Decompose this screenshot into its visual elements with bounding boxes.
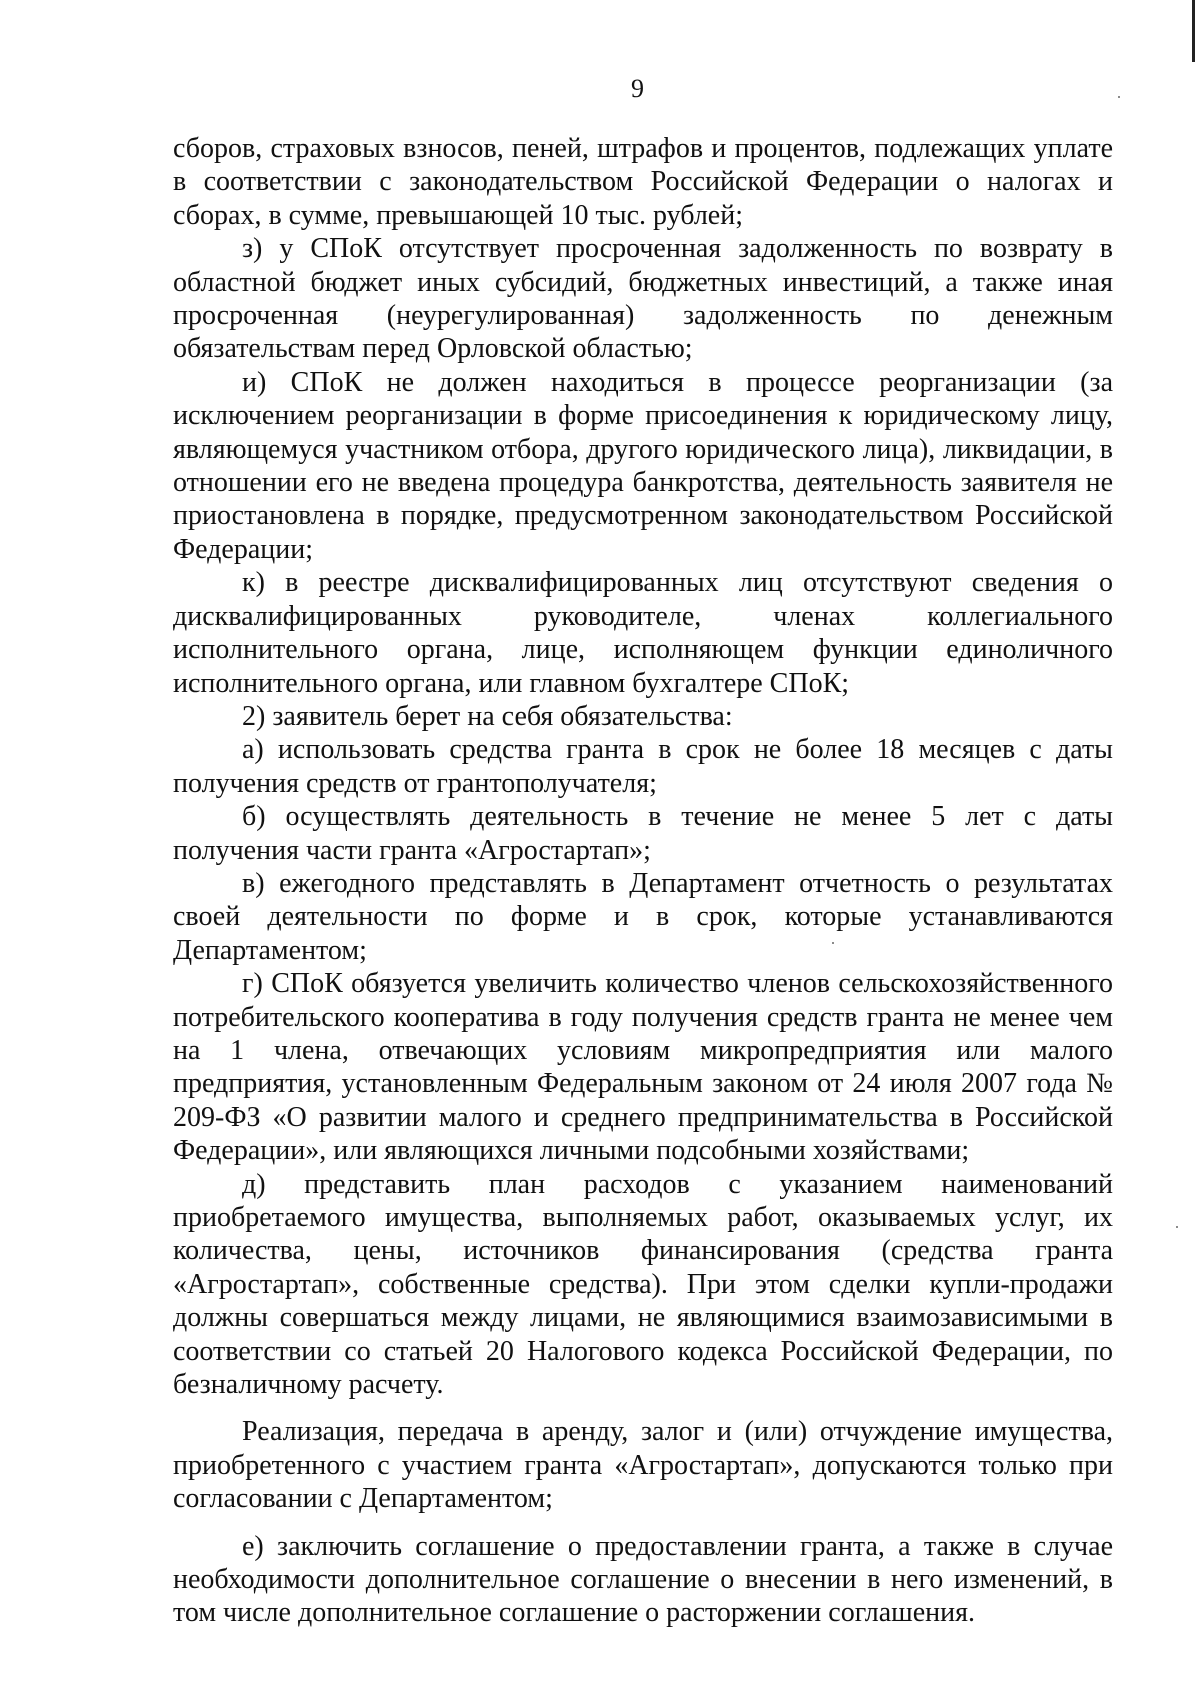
paragraph-realization: Реализация, передача в аренду, залог и (или) отчуждение имущества, приобретенного с участием гранта «Агростартап», допускаются только при согласовании с Департаментом; [173,1416,1113,1515]
paragraph-item-i: и) СПоК не должен находиться в процессе реорганизации (за исключением реорганизации в форме присоединения к юридическому лицу, являющемуся участником отбора, другого юридического лица), ликвидации, в отношении его не введена процедура банкротства, деятельность заявителя не приостановлена в порядке, предусмотренном законодательством Российской Федерации; [173,366,1113,565]
paragraph-continuation: сборов, страховых взносов, пеней, штрафов и процентов, подлежащих уплате в соответствии с законодательством Российской Федерации о налогах и сборах, в сумме, превышающей 10 тыс. рублей; [173,133,1113,231]
page-number: 9 [631,74,644,103]
paragraph-item-a: а) использовать средства гранта в срок не более 18 месяцев с даты получения средств от грантополучателя; [173,734,1113,799]
paragraph-item-e: е) заключить соглашение о предоставлении гранта, а также в случае необходимости дополнительное соглашение о внесении в него изменений, в том числе дополнительное соглашение о расторжении соглашения. [173,1530,1113,1629]
paragraph-item-z: з) у СПоК отсутствует просроченная задолженность по возврату в областной бюджет иных субсидий, бюджетных инвестиций, а также иная просроченная (неурегулированная) задолженность по денежным обязательствам перед Орловской областью; [173,233,1113,365]
paragraph-item-d: д) представить план расходов с указанием наименований приобретаемого имущества, выполняемых работ, оказываемых услуг, их количества, цены, источников финансирования (средства гранта «Агростартап», собственные средства). При этом сделки купли-продажи должны совершаться между лицами, не являющимися взаимозависимыми в соответствии со статьей 20 Налогового кодекса Российской Федерации, по безналичному расчету. [173,1168,1113,1401]
paragraph-obligations-heading: 2) заявитель берет на себя обязательства: [242,700,733,732]
paragraph-item-v: в) ежегодного представлять в Департамент отчетность о результатах своей деятельности по форме и в срок, которые устанавливаются Департаментом; [173,867,1113,966]
scan-speck [1118,96,1120,98]
scan-speck [1176,1226,1178,1228]
scan-speck [832,942,834,944]
paragraph-item-k: к) в реестре дисквалифицированных лиц отсутствуют сведения о дисквалифицированных руководителе, членах коллегиального исполнительного органа, лице, исполняющем функции единоличного исполнительного органа, или главном бухгалтере СПоК; [173,567,1113,699]
scan-page-edge [1192,0,1195,62]
paragraph-item-g: г) СПоК обязуется увеличить количество членов сельскохозяйственного потребительского кооператива в году получения средств гранта не менее чем на 1 члена, отвечающих условиям микропредприятия или малого предприятия, установленным Федеральным законом от 24 июля 2007 года № 209-ФЗ «О развитии малого и среднего предпринимательства в Российской Федерации», или являющихся личными подсобными хозяйствами; [173,968,1113,1167]
paragraph-item-b: б) осуществлять деятельность в течение не менее 5 лет с даты получения части гранта «Агростартап»; [173,801,1113,866]
document-body [173,132,1113,1630]
